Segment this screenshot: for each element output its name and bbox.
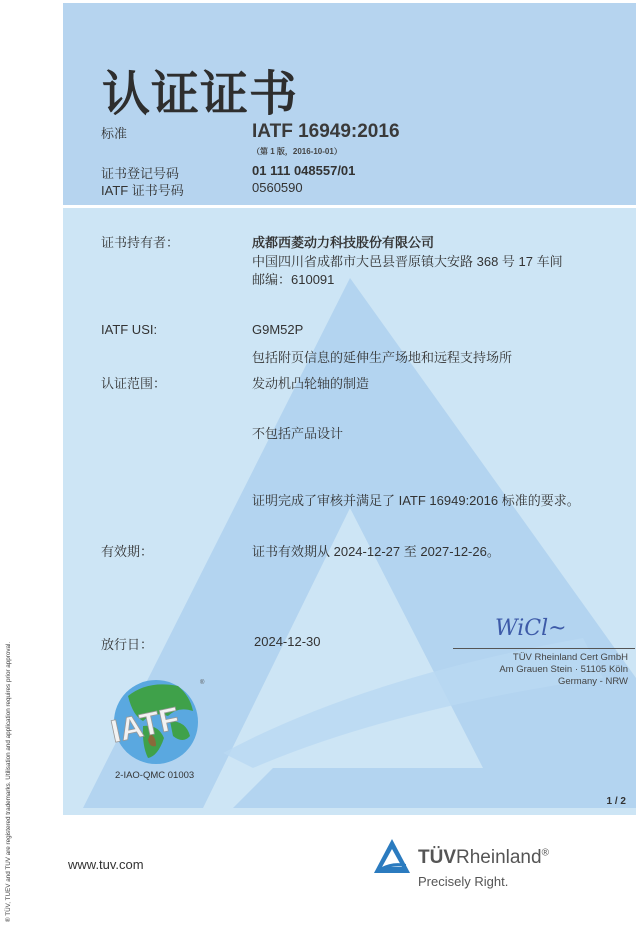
issuer-address bbox=[499, 652, 628, 688]
holder-address: 中国四川省成都市大邑县晋原镇大安路 368 号 17 车间 bbox=[252, 254, 563, 269]
certificate-body-panel bbox=[63, 208, 636, 815]
issue-date-value: 2024-12-30 bbox=[254, 634, 321, 649]
certificate-header-panel bbox=[63, 3, 636, 205]
page-number: 1 / 2 bbox=[606, 796, 626, 807]
tuv-slogan: Precisely Right. bbox=[418, 874, 509, 889]
scope-value: 发动机凸轮轴的制造 bbox=[252, 376, 370, 391]
registration-number-label: 证书登记号码 bbox=[101, 166, 180, 181]
tuv-triangle-logo-icon bbox=[372, 837, 412, 877]
compliance-statement: 证明完成了审核并满足了 IATF 16949:2016 标准的要求。 bbox=[252, 493, 580, 508]
validity-value: 证书有效期从 2024-12-27 至 2027-12-26。 bbox=[252, 544, 500, 559]
issuer-line-2: Am Grauen Stein · 51105 Köln bbox=[499, 664, 628, 675]
usi-label: IATF USI: bbox=[101, 322, 158, 337]
iatf-code: 2-IAO-QMC 01003 bbox=[115, 770, 195, 781]
iatf-certificate-value: 0560590 bbox=[252, 180, 303, 195]
holder-postcode: 邮编：610091 bbox=[252, 272, 335, 287]
trademark-notice-text: ® TÜV, TUEV and TUV are registered trademarks. Utilisation and application requires prior approval. bbox=[5, 641, 12, 922]
issuer-line-3: Germany - NRW bbox=[557, 676, 628, 687]
holder-label: 证书持有者： bbox=[101, 235, 180, 250]
scope-label: 认证范围： bbox=[101, 376, 167, 391]
registration-number-value: 01 111 048557/01 bbox=[252, 163, 356, 178]
issuer-line-1: TÜV Rheinland Cert GmbH bbox=[512, 652, 628, 663]
signature: WiCl~ bbox=[495, 616, 567, 641]
usi-note: 包括附页信息的延伸生产场地和远程支持场所 bbox=[252, 350, 513, 365]
issue-date-label: 放行日： bbox=[101, 637, 154, 652]
standard-edition: （第 1 版，2016-10-01） bbox=[252, 147, 342, 156]
iatf-certificate-label: IATF 证书号码 bbox=[101, 183, 184, 198]
usi-value: G9M52P bbox=[252, 322, 304, 337]
page-title: 认证证书 bbox=[102, 66, 299, 122]
iatf-globe-logo-icon bbox=[98, 666, 208, 776]
standard-label: 标准 bbox=[101, 126, 128, 141]
svg-text:®: ® bbox=[200, 680, 205, 686]
trademark-notice bbox=[0, 597, 20, 927]
tuv-brand-name: TÜVRheinland® bbox=[418, 847, 549, 868]
standard-value: IATF 16949:2016 bbox=[252, 121, 400, 142]
scope-exclusion: 不包括产品设计 bbox=[252, 426, 344, 441]
signature-line bbox=[453, 648, 635, 649]
svg-text:IATF: IATF bbox=[107, 700, 183, 750]
holder-name: 成都西菱动力科技股份有限公司 bbox=[252, 235, 435, 250]
validity-label: 有效期： bbox=[101, 544, 154, 559]
website-link[interactable]: www.tuv.com bbox=[68, 857, 144, 872]
